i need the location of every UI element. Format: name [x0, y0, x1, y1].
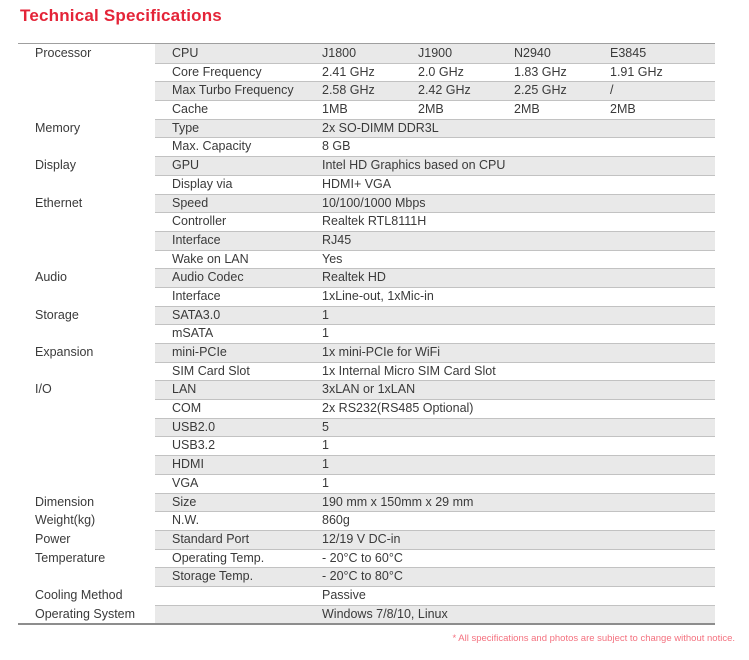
spec-row-body: [155, 530, 715, 549]
table-row: [18, 44, 715, 63]
spec-label: Max. Capacity: [172, 139, 252, 154]
table-row: [18, 212, 715, 231]
spec-value: J1800: [322, 46, 357, 60]
spec-value: 2.58 GHz: [322, 83, 375, 98]
category-label: Cooling Method: [35, 587, 123, 602]
spec-row-body: [155, 455, 715, 474]
spec-label: Cache: [172, 102, 209, 117]
category-label: [18, 137, 155, 156]
spec-value: - 20°C to 60°C: [322, 550, 403, 565]
spec-row-body: [155, 605, 715, 624]
table-row: [18, 343, 715, 362]
spec-value: 8 GB: [322, 139, 351, 154]
spec-label: COM: [172, 401, 202, 416]
category-label: Memory: [35, 120, 81, 135]
category-label: Temperature: [35, 550, 106, 565]
table-row: [18, 81, 715, 100]
spec-row-body: [155, 81, 715, 100]
category-label: [18, 287, 155, 306]
spec-value: 1.91 GHz: [610, 64, 663, 79]
spec-sheet-page: [0, 6, 749, 660]
spec-row-body: [155, 194, 715, 213]
spec-row-body: [155, 63, 715, 82]
spec-label: Audio Codec: [172, 270, 244, 285]
spec-value: Passive: [322, 587, 366, 602]
spec-value: 1: [322, 438, 329, 453]
category-label: [18, 455, 155, 474]
table-row: [18, 436, 715, 455]
spec-label: USB3.2: [172, 438, 216, 453]
category-label: [18, 231, 155, 250]
spec-value: 3xLAN or 1xLAN: [322, 382, 416, 397]
spec-label: Display via: [172, 176, 233, 191]
spec-row-body: [155, 212, 715, 231]
category-label: Display: [35, 158, 76, 173]
table-row: [18, 493, 715, 512]
spec-label: Size: [172, 494, 197, 509]
spec-value: HDMI+ VGA: [322, 176, 392, 191]
spec-value: Windows 7/8/10, Linux: [322, 606, 448, 621]
spec-row-body: [155, 399, 715, 418]
spec-label: GPU: [172, 158, 200, 173]
category-label: [18, 399, 155, 418]
spec-row-body: [155, 418, 715, 437]
table-row: [18, 63, 715, 82]
spec-label: mSATA: [172, 326, 214, 341]
spec-value: 1: [322, 326, 329, 341]
table-row: [18, 530, 715, 549]
table-row: [18, 418, 715, 437]
spec-label: [155, 586, 322, 605]
category-label: [18, 212, 155, 231]
spec-value: Intel HD Graphics based on CPU: [322, 158, 506, 173]
spec-value: 860g: [322, 513, 350, 528]
spec-row-body: [155, 250, 715, 269]
spec-value: /: [610, 83, 614, 98]
spec-label: [155, 605, 322, 624]
category-label: Weight(kg): [35, 513, 96, 528]
table-row: [18, 137, 715, 156]
category-label: Expansion: [35, 345, 94, 359]
spec-value: 1xLine-out, 1xMic-in: [322, 288, 434, 303]
spec-value: 1.83 GHz: [514, 64, 567, 79]
category-label: Operating System: [35, 606, 136, 621]
table-row: [18, 567, 715, 586]
table-row: [18, 119, 715, 138]
spec-value: 190 mm x 150mm x 29 mm: [322, 494, 474, 509]
table-row: [18, 156, 715, 175]
category-label: Ethernet: [35, 195, 83, 210]
category-label: [18, 436, 155, 455]
category-label: Storage: [35, 307, 79, 322]
spec-value: Realtek RTL8111H: [322, 214, 427, 229]
category-label: [18, 100, 155, 119]
spec-value: 1MB: [322, 102, 348, 117]
category-label: [18, 81, 155, 100]
spec-value: 12/19 V DC-in: [322, 531, 401, 546]
table-row: [18, 287, 715, 306]
spec-value: Yes: [322, 251, 343, 266]
table-row: [18, 324, 715, 343]
spec-row-body: [155, 324, 715, 343]
spec-value: 2MB: [514, 102, 540, 117]
page-title: Technical Specifications: [20, 6, 222, 25]
spec-value: 2.41 GHz: [322, 64, 375, 79]
spec-row-body: [155, 380, 715, 399]
spec-value: - 20°C to 80°C: [322, 569, 403, 584]
spec-row-body: [155, 549, 715, 568]
category-label: [18, 474, 155, 493]
specifications-table: [18, 43, 715, 625]
table-row: [18, 306, 715, 325]
category-label: I/O: [35, 382, 52, 397]
spec-label: SIM Card Slot: [172, 363, 250, 378]
spec-value: 2.42 GHz: [418, 83, 471, 98]
spec-row-body: [155, 100, 715, 119]
spec-row-body: [155, 137, 715, 156]
table-row: [18, 605, 715, 624]
spec-row-body: [155, 175, 715, 194]
spec-value: 2MB: [418, 102, 444, 117]
spec-label: Type: [172, 120, 200, 135]
table-row: [18, 194, 715, 213]
spec-label: Operating Temp.: [172, 550, 265, 565]
spec-value: 1: [322, 307, 329, 322]
spec-label: SATA3.0: [172, 307, 221, 322]
category-label: [18, 567, 155, 586]
spec-label: Controller: [172, 214, 227, 229]
spec-row-body: [155, 44, 715, 63]
spec-label: VGA: [172, 475, 199, 490]
category-label: [18, 362, 155, 381]
spec-row-body: [155, 511, 715, 530]
spec-label: Standard Port: [172, 531, 250, 546]
table-row: [18, 586, 715, 605]
category-label: [18, 324, 155, 343]
spec-label: Max Turbo Frequency: [172, 83, 294, 98]
spec-value: 2MB: [610, 102, 636, 117]
spec-row-body: [155, 586, 715, 605]
spec-label: Core Frequency: [172, 64, 262, 79]
category-label: Processor: [35, 46, 92, 60]
table-row: [18, 362, 715, 381]
spec-label: N.W.: [172, 513, 200, 528]
table-row: [18, 474, 715, 493]
spec-value: RJ45: [322, 232, 352, 247]
spec-value: E3845: [610, 46, 647, 60]
spec-label: Interface: [172, 232, 221, 247]
category-label: [18, 63, 155, 82]
category-label: Dimension: [35, 494, 95, 509]
spec-label: Wake on LAN: [172, 251, 249, 266]
table-row: [18, 231, 715, 250]
table-row: [18, 380, 715, 399]
spec-row-body: [155, 268, 715, 287]
table-row: [18, 399, 715, 418]
spec-row-body: [155, 474, 715, 493]
spec-row-body: [155, 306, 715, 325]
spec-row-body: [155, 119, 715, 138]
spec-row-body: [155, 343, 715, 362]
category-label: [18, 175, 155, 194]
spec-value: 1x mini-PCIe for WiFi: [322, 345, 441, 359]
spec-value: 1x Internal Micro SIM Card Slot: [322, 363, 496, 378]
spec-value: 2.25 GHz: [514, 83, 567, 98]
spec-value: 10/100/1000 Mbps: [322, 195, 426, 210]
spec-value: 1: [322, 457, 329, 472]
spec-row-body: [155, 436, 715, 455]
table-row: [18, 100, 715, 119]
spec-value: J1900: [418, 46, 453, 60]
spec-row-body: [155, 287, 715, 306]
spec-label: Interface: [172, 288, 221, 303]
spec-value: 2.0 GHz: [418, 64, 464, 79]
spec-value: 2x SO-DIMM DDR3L: [322, 120, 439, 135]
spec-label: HDMI: [172, 457, 204, 472]
spec-row-body: [155, 567, 715, 586]
disclaimer-note: * All specifications and photos are subject to change without notice.: [452, 633, 735, 645]
spec-label: Storage Temp.: [172, 569, 254, 584]
category-label: Power: [35, 531, 71, 546]
spec-row-body: [155, 493, 715, 512]
table-row: [18, 268, 715, 287]
spec-label: Speed: [172, 195, 209, 210]
spec-label: LAN: [172, 382, 197, 397]
category-label: Audio: [35, 270, 67, 285]
spec-row-body: [155, 362, 715, 381]
spec-value: 2x RS232(RS485 Optional): [322, 401, 474, 416]
category-label: [18, 418, 155, 437]
spec-label: CPU: [172, 46, 199, 60]
spec-value: 5: [322, 419, 329, 434]
spec-row-body: [155, 156, 715, 175]
table-row: [18, 175, 715, 194]
spec-value: Realtek HD: [322, 270, 386, 285]
table-row: [18, 549, 715, 568]
category-label: [18, 250, 155, 269]
spec-label: USB2.0: [172, 419, 216, 434]
table-row: [18, 455, 715, 474]
table-row: [18, 250, 715, 269]
spec-value: N2940: [514, 46, 551, 60]
spec-row-body: [155, 231, 715, 250]
spec-label: mini-PCIe: [172, 345, 227, 359]
table-row: [18, 511, 715, 530]
spec-value: 1: [322, 475, 329, 490]
